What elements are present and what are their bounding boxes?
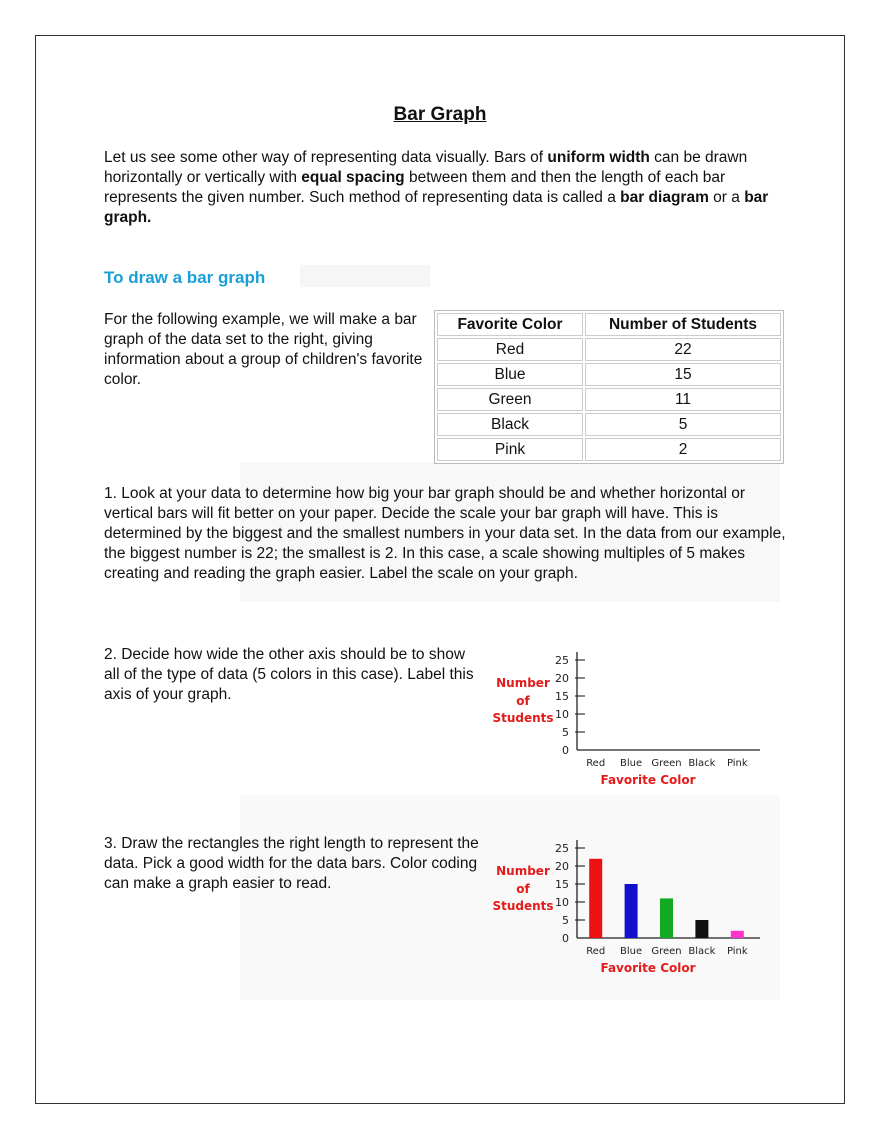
- x-axis-label: Favorite Color: [600, 773, 696, 787]
- bar: [731, 931, 744, 938]
- bar-chart: [490, 828, 770, 983]
- bar: [589, 859, 602, 938]
- table-row: [437, 363, 781, 386]
- section-heading: To draw a bar graph: [104, 268, 266, 287]
- intro-paragraph: [104, 148, 794, 228]
- bar: [695, 920, 708, 938]
- y-tick-label: 25: [555, 842, 569, 855]
- table-cell-count: 2: [585, 438, 781, 461]
- table-row: [437, 388, 781, 411]
- table-cell-color: Red: [437, 338, 583, 361]
- intro-bold-equal-spacing: equal spacing: [301, 169, 405, 186]
- x-tick-label: Red: [586, 758, 606, 769]
- x-tick-label: Green: [651, 758, 682, 769]
- table-cell-count: 22: [585, 338, 781, 361]
- table-cell-count: 5: [585, 413, 781, 436]
- table-header-color: Favorite Color: [437, 313, 583, 336]
- y-tick-label: 20: [555, 860, 569, 873]
- x-tick-label: Blue: [620, 758, 643, 769]
- y-axis-label-line: Number: [496, 864, 550, 878]
- x-tick-label: Red: [586, 946, 606, 957]
- intro-text-2: can be drawn horizontally or vertically with: [104, 149, 748, 186]
- bar: [625, 884, 638, 938]
- table-header-count: Number of Students: [585, 313, 781, 336]
- table-cell-count: 15: [585, 363, 781, 386]
- intro-text-3: between them and then the length of each bar represents the given number. Such method of representing data is called a: [104, 169, 726, 206]
- y-tick-label: 5: [562, 914, 569, 927]
- y-axis-label-line: Number: [496, 676, 550, 690]
- y-axis-label-line: of: [516, 694, 530, 708]
- step3-paragraph: 3. Draw the rectangles the right length to represent the data. Pick a good width for the data bars. Color coding can make a graph easier to read.: [104, 835, 479, 892]
- table-row: [437, 338, 781, 361]
- table-row: [437, 438, 781, 461]
- intro-text-1: Let us see some other way of representing data visually. Bars of: [104, 149, 548, 166]
- data-table: [434, 310, 784, 464]
- y-tick-label: 10: [555, 708, 569, 721]
- y-tick-label: 0: [562, 932, 569, 945]
- y-tick-label: 25: [555, 654, 569, 667]
- x-tick-label: Black: [688, 946, 716, 957]
- heading-background: [300, 265, 430, 287]
- table-cell-color: Black: [437, 413, 583, 436]
- intro-text-4: or a: [708, 189, 745, 206]
- empty-axes-chart: [490, 640, 770, 795]
- step1-paragraph: 1. Look at your data to determine how big your bar graph should be and whether horizontal or vertical bars will fit better on your paper. Decide the scale your bar graph will have. This is determined by the biggest and the smallest numbers in your data set. In the data from our example, the biggest number is 22; the smallest is 2. In this case, a scale showing multiples of 5 makes creating and reading the graph easier. Label the scale on your graph.: [104, 485, 786, 582]
- example-paragraph: For the following example, we will make a bar graph of the data set to the right, giving information about a group of children's favorite color.: [104, 311, 423, 388]
- table-cell-color: Green: [437, 388, 583, 411]
- intro-bold-uniform-width: uniform width: [547, 149, 650, 166]
- y-tick-label: 10: [555, 896, 569, 909]
- table-row: [437, 413, 781, 436]
- x-tick-label: Green: [651, 946, 682, 957]
- y-axis-label-line: Students: [492, 711, 554, 725]
- table-cell-color: Blue: [437, 363, 583, 386]
- y-tick-label: 15: [555, 690, 569, 703]
- y-tick-label: 15: [555, 878, 569, 891]
- x-tick-label: Blue: [620, 946, 643, 957]
- intro-bold-bar-graph: bar graph.: [104, 189, 769, 226]
- y-tick-label: 20: [555, 672, 569, 685]
- y-axis-label-line: of: [516, 882, 530, 896]
- x-tick-label: Pink: [726, 946, 748, 957]
- table-header-row: [437, 313, 781, 336]
- table-cell-count: 11: [585, 388, 781, 411]
- table-cell-color: Pink: [437, 438, 583, 461]
- x-axis-label: Favorite Color: [600, 961, 696, 975]
- step2-paragraph: 2. Decide how wide the other axis should be to show all of the type of data (5 colors in this case). Label this axis of your graph.: [104, 646, 474, 703]
- page-title: Bar Graph: [393, 104, 487, 125]
- x-tick-label: Pink: [726, 758, 748, 769]
- bar: [660, 898, 673, 938]
- intro-bold-bar-diagram: bar diagram: [620, 189, 709, 206]
- y-tick-label: 5: [562, 726, 569, 739]
- y-tick-label: 0: [562, 744, 569, 757]
- x-tick-label: Black: [688, 758, 716, 769]
- y-axis-label-line: Students: [492, 899, 554, 913]
